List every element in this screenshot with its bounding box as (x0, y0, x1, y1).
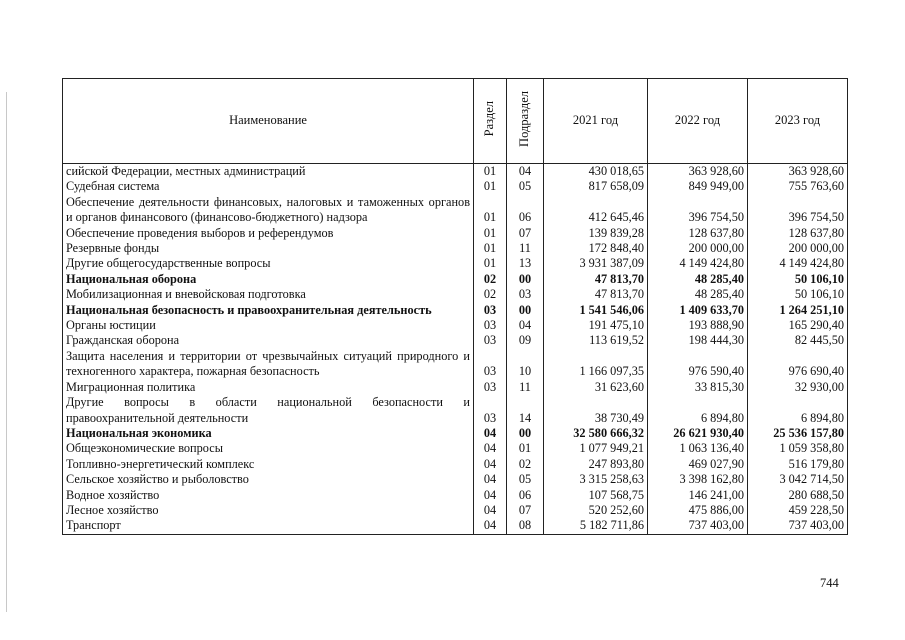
row-value-2023: 50 106,10 (748, 272, 848, 287)
left-margin-line (6, 92, 7, 612)
row-value-2023: 396 754,50 (748, 195, 848, 226)
row-section: 03 (474, 380, 507, 395)
header-year-2023: 2023 год (748, 79, 848, 164)
row-section: 01 (474, 179, 507, 194)
row-value-2021: 172 848,40 (544, 241, 648, 256)
table-row (63, 441, 848, 456)
row-value-2022: 33 815,30 (648, 380, 748, 395)
row-value-2022: 4 149 424,80 (648, 256, 748, 271)
row-value-2022: 128 637,80 (648, 226, 748, 241)
row-name: Обеспечение проведения выборов и референдумов (63, 226, 474, 241)
row-subsection: 11 (507, 241, 544, 256)
row-value-2022: 363 928,60 (648, 164, 748, 180)
header-subsection-label: Подраздел (517, 90, 532, 147)
table-row (63, 272, 848, 287)
row-value-2021: 412 645,46 (544, 195, 648, 226)
row-name: Гражданская оборона (63, 333, 474, 348)
row-value-2021: 817 658,09 (544, 179, 648, 194)
row-value-2022: 26 621 930,40 (648, 426, 748, 441)
row-name: Водное хозяйство (63, 488, 474, 503)
row-section: 01 (474, 195, 507, 226)
row-section: 01 (474, 241, 507, 256)
header-name: Наименование (63, 79, 474, 164)
row-value-2022: 1 409 633,70 (648, 303, 748, 318)
row-subsection: 02 (507, 457, 544, 472)
row-value-2021: 47 813,70 (544, 272, 648, 287)
table-row (63, 488, 848, 503)
row-name: Транспорт (63, 518, 474, 534)
row-subsection: 10 (507, 349, 544, 380)
row-subsection: 00 (507, 303, 544, 318)
row-value-2021: 139 839,28 (544, 226, 648, 241)
page-number: 744 (820, 576, 839, 590)
row-subsection: 05 (507, 472, 544, 487)
row-value-2021: 32 580 666,32 (544, 426, 648, 441)
header-section (474, 79, 507, 164)
row-subsection: 08 (507, 518, 544, 534)
row-subsection: 13 (507, 256, 544, 271)
row-value-2023: 459 228,50 (748, 503, 848, 518)
row-value-2021: 1 541 546,06 (544, 303, 648, 318)
row-section: 03 (474, 318, 507, 333)
row-section: 04 (474, 503, 507, 518)
table-row (63, 226, 848, 241)
row-value-2023: 82 445,50 (748, 333, 848, 348)
row-subsection: 07 (507, 503, 544, 518)
row-name: Национальная экономика (63, 426, 474, 441)
table-body (63, 164, 848, 535)
row-value-2022: 1 063 136,40 (648, 441, 748, 456)
table-row (63, 318, 848, 333)
row-subsection: 03 (507, 287, 544, 302)
row-subsection: 05 (507, 179, 544, 194)
row-value-2022: 198 444,30 (648, 333, 748, 348)
row-value-2021: 430 018,65 (544, 164, 648, 180)
table-row (63, 472, 848, 487)
row-value-2021: 1 077 949,21 (544, 441, 648, 456)
table-row (63, 256, 848, 271)
table-row (63, 518, 848, 534)
header-section-label: Раздел (482, 101, 497, 137)
row-value-2022: 737 403,00 (648, 518, 748, 534)
row-section: 04 (474, 457, 507, 472)
row-name: Защита населения и территории от чрезвычайных ситуаций природного и техногенного характера, пожарная безопасность (63, 349, 474, 380)
table-row (63, 380, 848, 395)
row-name: Другие вопросы в области национальной безопасности и правоохранительной деятельности (63, 395, 474, 426)
row-value-2021: 3 931 387,09 (544, 256, 648, 271)
row-subsection: 09 (507, 333, 544, 348)
row-subsection: 11 (507, 380, 544, 395)
row-value-2021: 5 182 711,86 (544, 518, 648, 534)
row-value-2023: 32 930,00 (748, 380, 848, 395)
row-value-2023: 363 928,60 (748, 164, 848, 180)
row-value-2022: 193 888,90 (648, 318, 748, 333)
header-year-2022: 2022 год (648, 79, 748, 164)
row-section: 03 (474, 349, 507, 380)
row-section: 03 (474, 303, 507, 318)
row-value-2022: 849 949,00 (648, 179, 748, 194)
row-value-2021: 520 252,60 (544, 503, 648, 518)
row-value-2023: 6 894,80 (748, 395, 848, 426)
row-section: 03 (474, 333, 507, 348)
row-subsection: 04 (507, 318, 544, 333)
row-value-2022: 6 894,80 (648, 395, 748, 426)
row-name: Судебная система (63, 179, 474, 194)
row-value-2022: 469 027,90 (648, 457, 748, 472)
row-subsection: 00 (507, 426, 544, 441)
row-name: Лесное хозяйство (63, 503, 474, 518)
row-value-2021: 3 315 258,63 (544, 472, 648, 487)
row-section: 04 (474, 441, 507, 456)
table-row (63, 164, 848, 180)
row-section: 04 (474, 518, 507, 534)
row-value-2023: 976 690,40 (748, 349, 848, 380)
budget-table (62, 78, 848, 535)
row-value-2023: 50 106,10 (748, 287, 848, 302)
row-value-2021: 1 166 097,35 (544, 349, 648, 380)
row-name: Национальная безопасность и правоохранительная деятельность (63, 303, 474, 318)
header-subsection (507, 79, 544, 164)
row-value-2021: 31 623,60 (544, 380, 648, 395)
row-section: 01 (474, 164, 507, 180)
row-value-2023: 280 688,50 (748, 488, 848, 503)
row-value-2023: 165 290,40 (748, 318, 848, 333)
row-value-2022: 976 590,40 (648, 349, 748, 380)
row-name: Мобилизационная и вневойсковая подготовка (63, 287, 474, 302)
row-value-2022: 48 285,40 (648, 272, 748, 287)
row-value-2023: 25 536 157,80 (748, 426, 848, 441)
row-section: 04 (474, 426, 507, 441)
row-value-2022: 146 241,00 (648, 488, 748, 503)
row-value-2021: 113 619,52 (544, 333, 648, 348)
row-subsection: 00 (507, 272, 544, 287)
row-name: Миграционная политика (63, 380, 474, 395)
row-subsection: 06 (507, 195, 544, 226)
row-value-2022: 3 398 162,80 (648, 472, 748, 487)
table-row (63, 503, 848, 518)
row-name: Национальная оборона (63, 272, 474, 287)
row-name: Другие общегосударственные вопросы (63, 256, 474, 271)
row-value-2023: 3 042 714,50 (748, 472, 848, 487)
row-value-2023: 200 000,00 (748, 241, 848, 256)
row-value-2023: 128 637,80 (748, 226, 848, 241)
row-value-2021: 191 475,10 (544, 318, 648, 333)
row-subsection: 06 (507, 488, 544, 503)
row-value-2021: 107 568,75 (544, 488, 648, 503)
header-year-2021: 2021 год (544, 79, 648, 164)
table-row (63, 303, 848, 318)
row-name: Топливно-энергетический комплекс (63, 457, 474, 472)
row-subsection: 01 (507, 441, 544, 456)
row-value-2022: 475 886,00 (648, 503, 748, 518)
row-section: 01 (474, 256, 507, 271)
row-value-2021: 47 813,70 (544, 287, 648, 302)
table-row (63, 457, 848, 472)
table-row (63, 287, 848, 302)
row-section: 04 (474, 472, 507, 487)
row-name: Сельское хозяйство и рыболовство (63, 472, 474, 487)
table-row (63, 179, 848, 194)
row-subsection: 14 (507, 395, 544, 426)
row-name: Органы юстиции (63, 318, 474, 333)
table-row (63, 195, 848, 226)
row-value-2023: 516 179,80 (748, 457, 848, 472)
row-value-2022: 396 754,50 (648, 195, 748, 226)
row-value-2023: 4 149 424,80 (748, 256, 848, 271)
table-row (63, 333, 848, 348)
row-section: 03 (474, 395, 507, 426)
row-section: 04 (474, 488, 507, 503)
row-name: Резервные фонды (63, 241, 474, 256)
row-name: сийской Федерации, местных администраций (63, 164, 474, 180)
table-row (63, 395, 848, 426)
row-value-2021: 247 893,80 (544, 457, 648, 472)
row-name: Обеспечение деятельности финансовых, налоговых и таможенных органов и органов финансового (финансово-бюджетного) надзора (63, 195, 474, 226)
row-value-2023: 755 763,60 (748, 179, 848, 194)
table-header-row (63, 79, 848, 164)
row-subsection: 07 (507, 226, 544, 241)
row-section: 02 (474, 287, 507, 302)
row-name: Общеэкономические вопросы (63, 441, 474, 456)
row-value-2022: 48 285,40 (648, 287, 748, 302)
table-row (63, 241, 848, 256)
row-value-2021: 38 730,49 (544, 395, 648, 426)
table-row (63, 426, 848, 441)
row-value-2022: 200 000,00 (648, 241, 748, 256)
row-section: 01 (474, 226, 507, 241)
row-value-2023: 1 059 358,80 (748, 441, 848, 456)
row-subsection: 04 (507, 164, 544, 180)
row-value-2023: 1 264 251,10 (748, 303, 848, 318)
row-section: 02 (474, 272, 507, 287)
row-value-2023: 737 403,00 (748, 518, 848, 534)
table-row (63, 349, 848, 380)
